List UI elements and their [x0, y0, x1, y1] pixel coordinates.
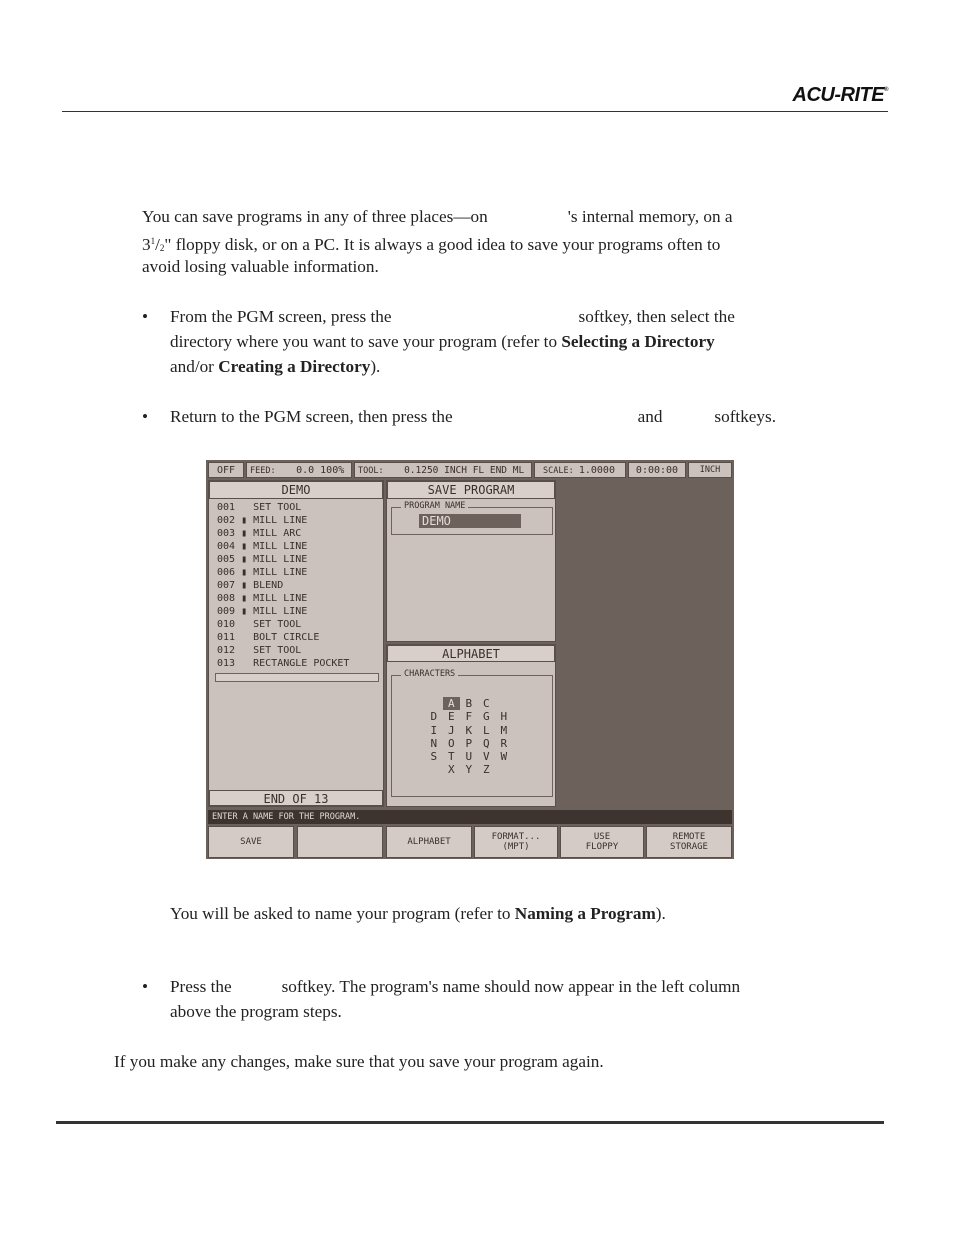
- char-key[interactable]: E: [447, 710, 455, 724]
- char-key[interactable]: O: [447, 736, 455, 750]
- table-row[interactable]: 006 ▮ MILL LINE: [217, 567, 308, 578]
- program-name-input[interactable]: DEMO: [419, 514, 521, 528]
- bullet-2-mark: •: [142, 407, 149, 426]
- bullet-1-mark: •: [142, 307, 149, 326]
- char-key[interactable]: B: [465, 697, 473, 710]
- char-key[interactable]: T: [447, 750, 455, 764]
- program-name-label: PROGRAM NAME: [401, 501, 468, 511]
- char-key[interactable]: I: [430, 723, 438, 737]
- char-key[interactable]: Y: [465, 763, 473, 777]
- status-scale: SCALE: 1.0000: [534, 462, 626, 478]
- char-key[interactable]: Q: [482, 736, 490, 750]
- bullet-3-line-1: Press the softkey. The program's name should now appear in the left column: [170, 977, 741, 996]
- table-row[interactable]: 011 BOLT CIRCLE: [217, 632, 320, 643]
- intro-line-3: avoid losing valuable information.: [142, 257, 379, 276]
- bullet-1-line-1: From the PGM screen, press the softkey, then select the: [170, 307, 735, 326]
- table-row[interactable]: 003 ▮ MILL ARC: [217, 528, 302, 539]
- program-title: DEMO: [209, 481, 383, 499]
- alphabet-title: ALPHABET: [387, 645, 555, 662]
- table-row[interactable]: 008 ▮ MILL LINE: [217, 593, 308, 604]
- status-tool: TOOL: 0.1250 INCH FL END ML: [354, 462, 532, 478]
- format-softkey[interactable]: FORMAT... (MPT): [474, 826, 558, 858]
- status-mode: OFF: [208, 462, 244, 478]
- table-row[interactable]: 013 RECTANGLE POCKET: [217, 658, 350, 669]
- char-key[interactable]: K: [465, 723, 473, 737]
- status-feed: FEED: 0.0 100%: [246, 462, 352, 478]
- bullet-1-line-2: directory where you want to save your program (refer to Selecting a Directory: [170, 332, 715, 351]
- char-key[interactable]: W: [500, 750, 508, 764]
- bullet-2-line: Return to the PGM screen, then press the and softkeys.: [170, 407, 777, 426]
- table-row[interactable]: 004 ▮ MILL LINE: [217, 541, 308, 552]
- alphabet-panel: [386, 644, 556, 807]
- char-key[interactable]: J: [447, 723, 455, 737]
- characters-label: CHARACTERS: [401, 669, 458, 679]
- dro-screen: [206, 460, 734, 859]
- save-program-panel: [386, 480, 556, 642]
- bullet-1-line-3: and/or Creating a Directory).: [170, 357, 381, 376]
- char-key[interactable]: U: [465, 750, 473, 764]
- footer-rule: [56, 1121, 884, 1124]
- intro-line-2: $3^1/_2$" floppy disk, or on a PC. It is always a good idea to save your programs often to: [142, 235, 721, 254]
- message-line: ENTER A NAME FOR THE PROGRAM.: [208, 810, 732, 824]
- char-key[interactable]: X: [447, 763, 455, 777]
- table-row[interactable]: 012 SET TOOL: [217, 645, 302, 656]
- bullet-3-line-2: above the program steps.: [170, 1002, 342, 1021]
- table-row[interactable]: 010 SET TOOL: [217, 619, 302, 630]
- char-key[interactable]: N: [430, 736, 438, 750]
- save-softkey[interactable]: SAVE: [208, 826, 294, 858]
- char-key[interactable]: F: [465, 710, 473, 724]
- alphabet-softkey[interactable]: ALPHABET: [386, 826, 472, 858]
- header-rule: [62, 111, 888, 112]
- save-program-title: SAVE PROGRAM: [387, 481, 555, 499]
- status-time: 0:00:00: [628, 462, 686, 478]
- bullet-3-mark: •: [142, 977, 149, 996]
- table-row[interactable]: 007 ▮ BLEND: [217, 580, 284, 591]
- char-key[interactable]: L: [482, 723, 490, 737]
- program-list-panel: [208, 480, 384, 807]
- use-floppy-softkey[interactable]: USE FLOPPY: [560, 826, 644, 858]
- char-key[interactable]: P: [465, 736, 473, 750]
- char-key[interactable]: D: [430, 710, 438, 724]
- char-key[interactable]: V: [482, 750, 490, 764]
- closing-note: If you make any changes, make sure that you save your program again.: [114, 1052, 604, 1071]
- char-key[interactable]: H: [500, 710, 508, 724]
- intro-line-1: You can save programs in any of three places—on 's internal memory, on a: [142, 207, 733, 226]
- char-key[interactable]: C: [482, 697, 490, 710]
- status-units: INCH: [688, 462, 732, 478]
- naming-note: You will be asked to name your program (refer to Naming a Program).: [170, 904, 666, 923]
- table-row[interactable]: 005 ▮ MILL LINE: [217, 554, 308, 565]
- table-row[interactable]: 001 SET TOOL: [217, 502, 302, 513]
- remote-storage-softkey[interactable]: REMOTE STORAGE: [646, 826, 732, 858]
- acu-rite-logo: ACU-RITE®: [792, 84, 888, 106]
- char-key[interactable]: M: [500, 723, 508, 737]
- char-key[interactable]: R: [500, 736, 508, 750]
- char-key[interactable]: A: [443, 697, 461, 710]
- char-key[interactable]: S: [430, 750, 438, 764]
- char-key[interactable]: G: [482, 710, 490, 724]
- table-row[interactable]: 009 ▮ MILL LINE: [217, 606, 308, 617]
- blank-softkey[interactable]: [297, 826, 383, 858]
- character-grid: [425, 697, 513, 777]
- program-scrollbar[interactable]: [215, 673, 379, 682]
- char-key[interactable]: Z: [482, 763, 490, 777]
- program-footer: END OF 13: [209, 790, 383, 806]
- table-row[interactable]: 002 ▮ MILL LINE: [217, 515, 308, 526]
